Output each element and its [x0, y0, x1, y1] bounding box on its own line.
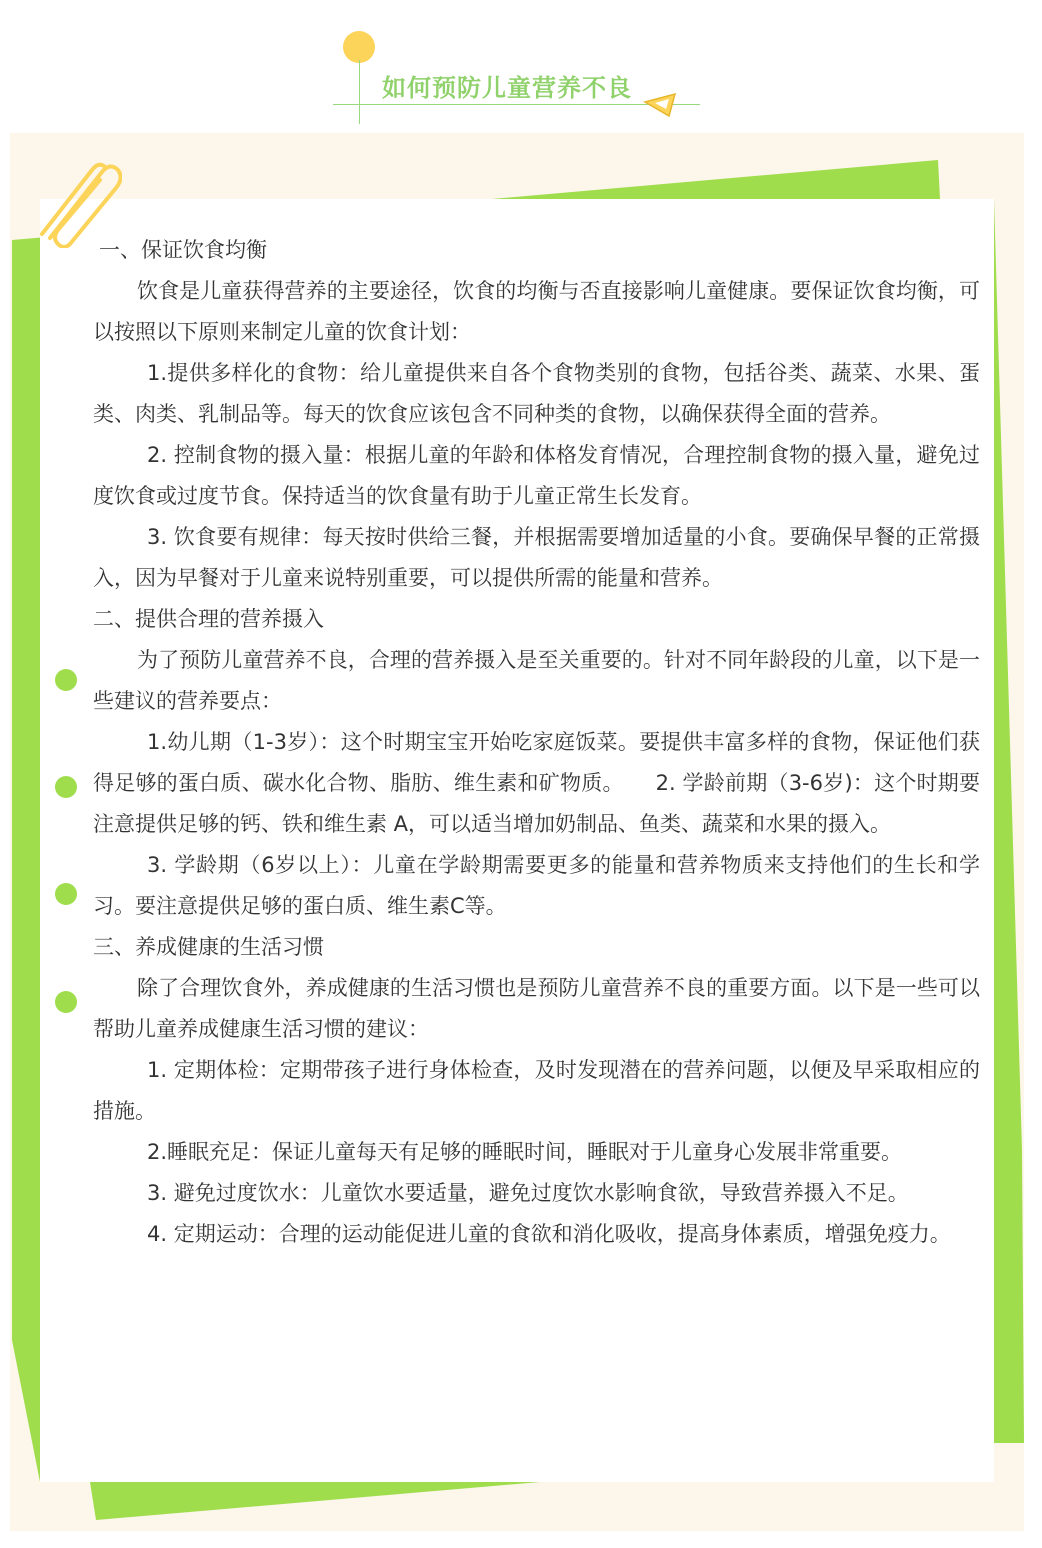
list-item: 2.睡眠充足：保证儿童每天有足够的睡眠时间，睡眠对于儿童身心发展非常重要。 — [147, 1140, 903, 1164]
section-heading: 一、保证饮食均衡 — [99, 238, 267, 262]
section-intro: 饮食是儿童获得营养的主要途径，饮食的均衡与否直接影响儿童健康。要保证饮食均衡，可以按照以下原则来制定儿童的饮食计划： — [93, 279, 980, 344]
section-heading: 二、提供合理的营养摄入 — [93, 607, 324, 631]
green-dot-icon — [55, 991, 77, 1013]
article-body — [93, 230, 980, 1255]
page-title: 如何预防儿童营养不良 — [382, 74, 632, 102]
list-item: 1. 定期体检：定期带孩子进行身体检查，及时发现潜在的营养问题，以便及早采取相应的措施。 — [93, 1058, 980, 1123]
list-item: 1.幼儿期（1-3岁）：这个时期宝宝开始吃家庭饭菜。要提供丰富多样的食物，保证他们获得足够的蛋白质、碳水化合物、脂肪、维生素和矿物质。 2. 学龄前期（3-6岁)：这个时期要注意提供足够的钙、铁和维生素 A，可以适当增加奶制品、鱼类、蔬菜和水果的摄入。 — [93, 730, 980, 836]
list-item: 3. 饮食要有规律：每天按时供给三餐，并根据需要增加适量的小食。要确保早餐的正常摄入，因为早餐对于儿童来说特别重要，可以提供所需的能量和营养。 — [93, 525, 980, 590]
green-dot-icon — [55, 776, 77, 798]
list-item: 3. 避免过度饮水：儿童饮水要适量，避免过度饮水影响食欲，导致营养摄入不足。 — [147, 1181, 909, 1205]
section-intro: 除了合理饮食外，养成健康的生活习惯也是预防儿童营养不良的重要方面。以下是一些可以帮助儿童养成健康生活习惯的建议： — [93, 976, 980, 1041]
list-item: 4. 定期运动：合理的运动能促进儿童的食欲和消化吸收，提高身体素质，增强免疫力。 — [147, 1222, 951, 1246]
green-dot-icon — [55, 883, 77, 905]
list-item: 3. 学龄期（6岁以上）：儿童在学龄期需要更多的能量和营养物质来支持他们的生长和学习。要注意提供足够的蛋白质、维生素C等。 — [93, 853, 980, 918]
section-heading: 三、养成健康的生活习惯 — [93, 935, 324, 959]
section-intro: 为了预防儿童营养不良，合理的营养摄入是至关重要的。针对不同年龄段的儿童，以下是一些建议的营养要点： — [93, 648, 980, 713]
green-dot-icon — [55, 669, 77, 691]
list-item: 2. 控制食物的摄入量：根据儿童的年龄和体格发育情况，合理控制食物的摄入量，避免过度饮食或过度节食。保持适当的饮食量有助于儿童正常生长发育。 — [93, 443, 980, 508]
list-item: 1.提供多样化的食物：给儿童提供来自各个食物类别的食物，包括谷类、蔬菜、水果、蛋类、肉类、乳制品等。每天的饮食应该包含不同种类的食物，以确保获得全面的营养。 — [93, 361, 980, 426]
